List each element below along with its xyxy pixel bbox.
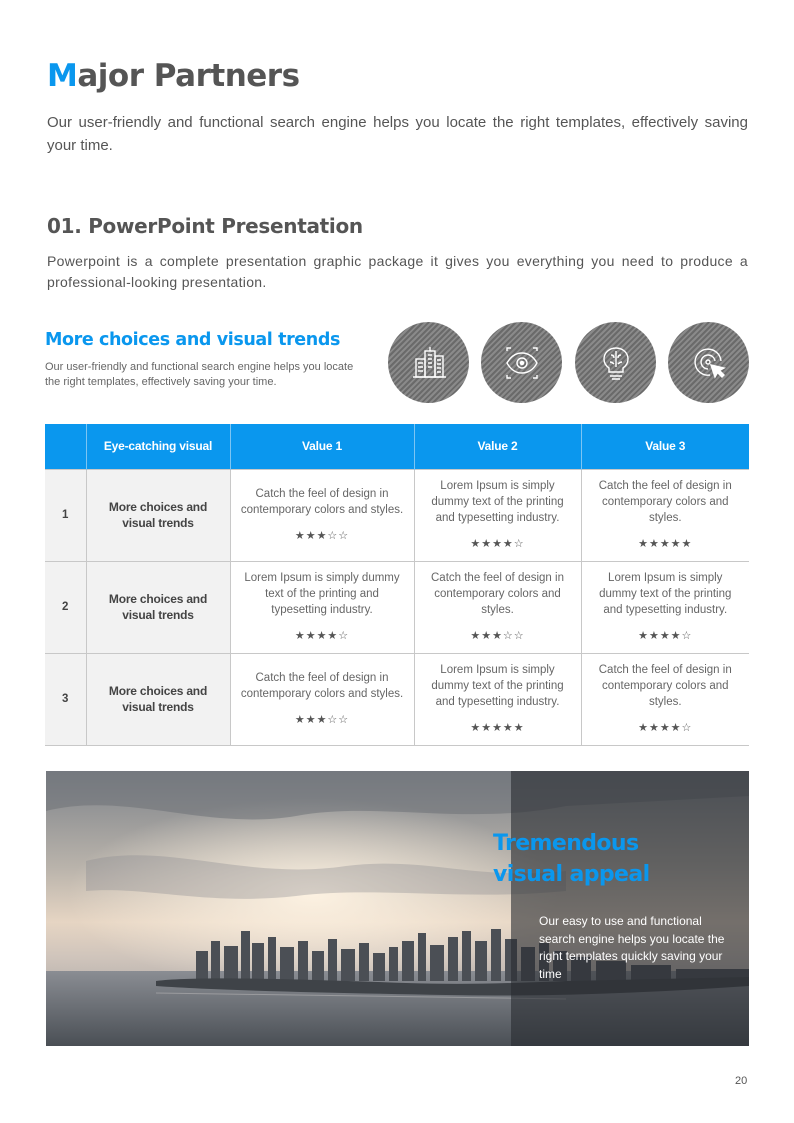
table-header-row	[45, 424, 749, 469]
star-rating: ★★★★☆	[638, 630, 693, 642]
icon-row	[388, 322, 750, 404]
city-banner	[46, 771, 749, 1046]
row-number: 3	[45, 653, 86, 745]
cell-text: Lorem Ipsum is simply dummy text of the printing and typesetting industry.	[431, 480, 564, 524]
header-cell-visual: Eye-catching visual	[86, 424, 230, 469]
header-cell-value-3: Value 3	[581, 424, 749, 469]
intro-paragraph: Our user-friendly and functional search engine helps you locate the right templates, effectively saving your time.	[47, 114, 748, 154]
banner-title: Tremendous visual appeal	[493, 831, 650, 887]
eye-scan-icon	[481, 322, 562, 403]
row-label: More choices and visual trends	[86, 561, 230, 653]
table-row	[45, 653, 749, 745]
cell-text: Lorem Ipsum is simply dummy text of the printing and typesetting industry.	[599, 572, 732, 616]
page-number: 20	[735, 1075, 748, 1087]
comparison-table	[45, 424, 749, 746]
page-title-rest: ajor Partners	[77, 58, 300, 94]
section-body: Powerpoint is a complete presentation graphic package it gives you everything you need to produce a professional-looking presentation.	[47, 253, 748, 290]
cell-text: Lorem Ipsum is simply dummy text of the printing and typesetting industry.	[431, 664, 564, 708]
table-cell	[581, 469, 749, 561]
table-cell	[230, 653, 414, 745]
cell-text: Catch the feel of design in contemporary colors and styles.	[240, 488, 404, 516]
cell-text: Catch the feel of design in contemporary colors and styles.	[598, 480, 732, 524]
row-label: More choices and visual trends	[86, 469, 230, 561]
header-cell-index	[45, 424, 86, 469]
table-cell	[414, 561, 581, 653]
banner-body: Our easy to use and functional search engine helps you locate the right templates quickly saving your time	[539, 914, 725, 981]
cell-text: Catch the feel of design in contemporary colors and styles.	[240, 672, 404, 700]
cell-text: Catch the feel of design in contemporary colors and styles.	[598, 664, 732, 708]
table-cell	[414, 469, 581, 561]
star-rating: ★★★★☆	[294, 630, 350, 642]
header-cell-value-1: Value 1	[230, 424, 414, 469]
star-rating: ★★★☆☆	[470, 630, 525, 642]
star-rating: ★★★★★	[638, 538, 693, 550]
cell-text: Lorem Ipsum is simply dummy text of the printing and typesetting industry.	[244, 572, 400, 616]
feature-body: Our user-friendly and functional search engine helps you locate the right templates, effectively saving your time.	[45, 361, 354, 388]
star-rating: ★★★☆☆	[294, 714, 350, 726]
header-cell-value-2: Value 2	[414, 424, 581, 469]
banner-overlay	[511, 771, 749, 1046]
page-title	[47, 58, 300, 94]
table-cell	[414, 653, 581, 745]
table-cell	[581, 653, 749, 745]
page-title-accent: M	[47, 58, 78, 94]
section-title: 01. PowerPoint Presentation	[47, 214, 363, 238]
table-row	[45, 561, 749, 653]
table-row	[45, 469, 749, 561]
row-number: 1	[45, 469, 86, 561]
star-rating: ★★★☆☆	[294, 530, 350, 542]
table-cell	[230, 469, 414, 561]
cell-text: Catch the feel of design in contemporary colors and styles.	[431, 572, 564, 616]
table-cell	[230, 561, 414, 653]
brain-bulb-icon	[575, 322, 656, 403]
feature-title: More choices and visual trends	[45, 330, 340, 350]
star-rating: ★★★★☆	[638, 722, 693, 734]
star-rating: ★★★★★	[470, 722, 525, 734]
table-cell	[581, 561, 749, 653]
row-number: 2	[45, 561, 86, 653]
row-label: More choices and visual trends	[86, 653, 230, 745]
target-click-icon	[668, 322, 749, 403]
buildings-icon	[388, 322, 469, 403]
star-rating: ★★★★☆	[470, 538, 525, 550]
